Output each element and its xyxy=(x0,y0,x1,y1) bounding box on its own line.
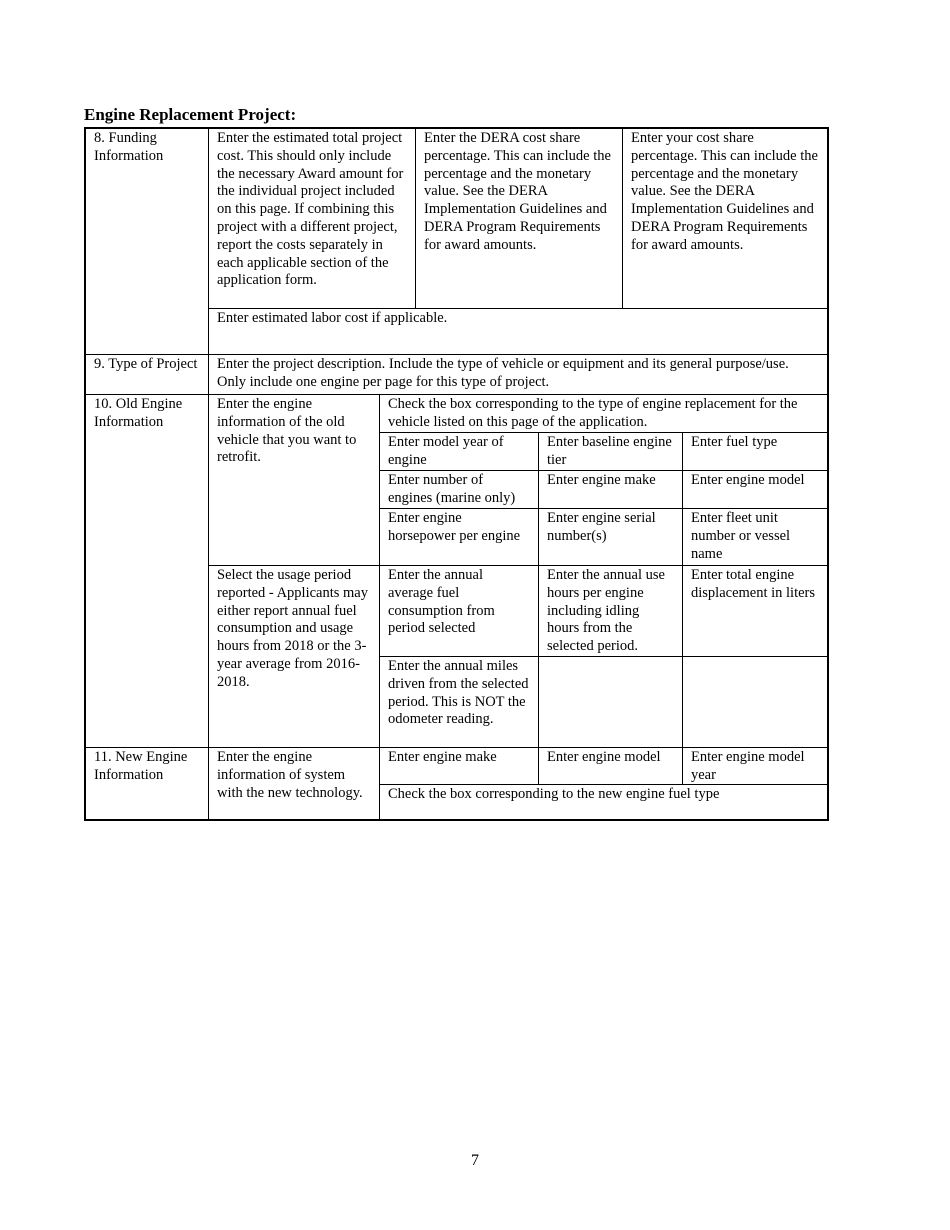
dera-cost-share-field[interactable]: Enter the DERA cost share percentage. This can include the percentage and the monetary value. See the DERA Implementation Guidelines and DERA Program Requirements for award amounts. xyxy=(415,128,623,309)
fleet-unit-field[interactable]: Enter fleet unit number or vessel name xyxy=(682,508,828,566)
old-engine-make-field[interactable]: Enter engine make xyxy=(538,470,683,509)
number-of-engines-field[interactable]: Enter number of engines (marine only) xyxy=(379,470,539,509)
new-engine-label: 11. New Engine Information xyxy=(85,747,209,820)
new-engine-model-field[interactable]: Enter engine model xyxy=(538,747,683,785)
new-engine-make-field[interactable]: Enter engine make xyxy=(379,747,539,785)
usage-period-field[interactable]: Select the usage period reported - Applicants may either report annual fuel consumption and usage hours from 2018 or the 3-year average from 2016-2018. xyxy=(208,565,380,748)
annual-miles-field[interactable]: Enter the annual miles driven from the selected period. This is NOT the odometer reading. xyxy=(379,656,539,748)
replacement-type-checkbox-field[interactable]: Check the box corresponding to the type of engine replacement for the vehicle listed on this page of the application. xyxy=(379,394,828,433)
engine-displacement-field[interactable]: Enter total engine displacement in liters xyxy=(682,565,828,657)
type-of-project-label: 9. Type of Project xyxy=(85,354,209,395)
empty-cell xyxy=(538,656,683,748)
model-year-field[interactable]: Enter model year of engine xyxy=(379,432,539,471)
horsepower-field[interactable]: Enter engine horsepower per engine xyxy=(379,508,539,566)
empty-cell xyxy=(682,656,828,748)
new-engine-model-year-field[interactable]: Enter engine model year xyxy=(682,747,828,785)
applicant-cost-share-field[interactable]: Enter your cost share percentage. This can include the percentage and the monetary value. See the DERA Implementation Guidelines and DERA Program Requirements for award amounts. xyxy=(622,128,828,309)
annual-fuel-consumption-field[interactable]: Enter the annual average fuel consumption from period selected xyxy=(379,565,539,657)
old-engine-model-field[interactable]: Enter engine model xyxy=(682,470,828,509)
page-title: Engine Replacement Project: xyxy=(84,105,297,124)
annual-use-hours-field[interactable]: Enter the annual use hours per engine including idling hours from the selected period. xyxy=(538,565,683,657)
funding-label: 8. Funding Information xyxy=(85,128,209,355)
labor-cost-field[interactable]: Enter estimated labor cost if applicable. xyxy=(208,308,828,355)
project-description-field[interactable]: Enter the project description. Include the type of vehicle or equipment and its general purpose/use. Only include one engine per page for this type of project. xyxy=(208,354,828,395)
serial-number-field[interactable]: Enter engine serial number(s) xyxy=(538,508,683,566)
total-cost-field[interactable]: Enter the estimated total project cost. This should only include the necessary Award amount for the individual project included on this page. If combining this project with a different project, report the costs separately in each applicable section of the application form. xyxy=(208,128,416,309)
fuel-type-field[interactable]: Enter fuel type xyxy=(682,432,828,471)
baseline-tier-field[interactable]: Enter baseline engine tier xyxy=(538,432,683,471)
new-engine-fuel-type-checkbox-field[interactable]: Check the box corresponding to the new engine fuel type xyxy=(379,784,828,820)
page-number: 7 xyxy=(471,1152,479,1169)
new-engine-instructions: Enter the engine information of system with the new technology. xyxy=(208,747,380,820)
old-engine-label: 10. Old Engine Information xyxy=(85,394,209,748)
old-engine-instructions: Enter the engine information of the old vehicle that you want to retrofit. xyxy=(208,394,380,566)
